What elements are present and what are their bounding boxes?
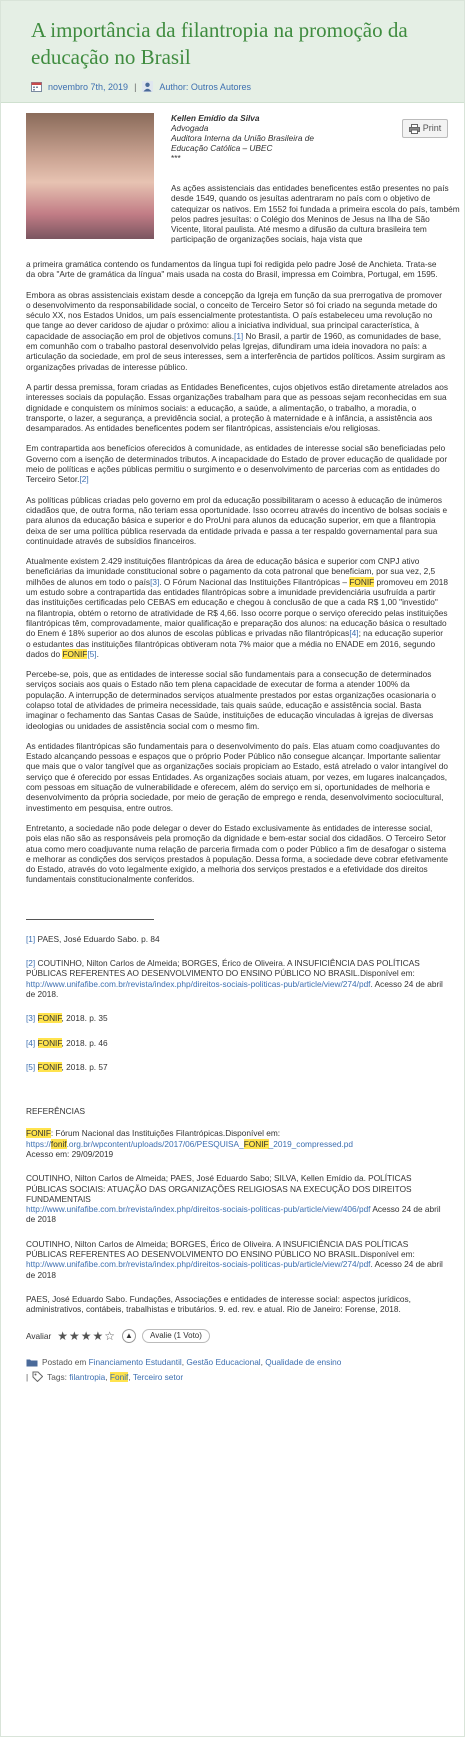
reference-2-access: Acesso 24 de abril de 2018 — [26, 1204, 441, 1225]
paragraph-6-text-c: promoveu em 2018 um estudo sobre a contrapartida das entidades filantrópicas sobre a imunidade previdenciária usufruída a partir das instituições certificadas pelo CEBAS em educação e chegou à conclusão de que a cada R$ 1,00 "investido" na filantropia, obtém o retorno de atratividade de R$ 4,66. Isso ocorre porque o serviço oferecido pelas instituições filantrópicas têm, comprovadamente, maior qualificação e preparação dos alunos: na educação básica o resultado do Enem é 18% superior ao dos alunos de escolas públicas e privadas não filantrópicas — [26, 576, 448, 639]
post-author[interactable]: Author: Outros Autores — [159, 81, 251, 92]
paragraph-5: As políticas públicas criadas pelo governo em prol da educação possibilitaram o acesso à educação de inúmeros cidadãos que, de outra forma, não teriam essa oportunidade. Isso ocorreu através do incentivo de bolsas sociais e para alunos da educação básica e superior e do ProUni para alunos da educação superior, em que a filantropia deixa de ser uma política pública reservada da entidade privada e passa a ter respaldo governamental para sua continuidade através de subsídios financeiros. — [26, 494, 448, 546]
reference-1-link-a[interactable]: https:// — [26, 1138, 51, 1149]
paragraph-2-text-b: No Brasil, a partir de 1960, as comunidades de base, em comunhão com o trabalho pastoral desenvolvido pelas Igrejas, difundiram uma ideia inovadora no país: a articulação da sociedade, em prol de seus interesses, sem a interferência de partidos políticos. Assim surgiram as organizações privadas de interesse público. — [26, 330, 446, 372]
paragraph-1-cont: a primeira gramática contendo os fundamentos da língua tupi foi redigida pelo padre José de Anchieta. Trata-se da obra "Arte de gramática da língua" mais usada na costa do Brasil, impressa em Coimbra, Portugal, em 1595. — [26, 259, 438, 280]
post-header — [1, 1, 464, 103]
paragraph-6-text-e: . — [96, 648, 99, 659]
reference-1-text: : Fórum Nacional das Instituições Filantrópicas.Disponível em: — [50, 1128, 281, 1139]
author-card — [26, 109, 460, 259]
footnote-ref-4[interactable]: [4] — [349, 628, 359, 639]
highlight-fonif: FONIF — [26, 1128, 51, 1139]
comma: , — [260, 1356, 266, 1367]
paragraph-6 — [26, 556, 448, 659]
category-link[interactable]: Qualidade de ensino — [265, 1356, 342, 1367]
reference-2 — [26, 1173, 448, 1224]
calendar-icon — [31, 81, 42, 92]
paragraph-9: Entretanto, a sociedade não pode delegar o dever do Estado exclusivamente às entidades de interesse social, pois elas não são as responsáveis pela promoção da dignidade e bem-estar social dos cidadãos. O Terceiro Setor atua como mero coadjuvante numa relação de parceria firmada com o poder Público a fim de desafogar o sistema e melhorar as condições dos serviços prestados à população. Dessa forma, a sociedade deve cobrar efetivamente do Estado, através do voto legalmente exigido, a melhoria dos serviços prestados e a efetividade dos direitos fundamentais constitucionalmente conferidos. — [26, 822, 448, 885]
article-content — [1, 103, 464, 1382]
footnote-ref-1[interactable]: [1] — [234, 330, 244, 341]
footnote-ref-2[interactable]: [2] — [79, 474, 89, 485]
reference-2-link[interactable]: http://www.unifafibe.com.br/revista/index.php/direitos-sociais-politicas-pub/article/view/406/pdf — [26, 1204, 371, 1215]
tag-link[interactable]: Fonif — [109, 1371, 129, 1382]
references — [26, 1128, 448, 1314]
author-stars: *** — [171, 153, 181, 163]
footnote-2-text: COUTINHO, Nilton Carlos de Almeida; BORGES, Érico de Oliveira. A INSUFICIÊNCIA DAS POLÍTICAS PÚBLICAS REFERENTES AO DESENVOLVIMENTO DO ENSINO PÚBLICO NO BRASIL.Disponível em: — [26, 958, 420, 979]
highlight-fonif: FONIF — [349, 576, 375, 587]
highlight-fonif: FONIF — [37, 1013, 62, 1024]
divider-pipe: | — [26, 1371, 29, 1382]
tag-link[interactable]: Terceiro setor — [132, 1371, 184, 1382]
tag-icon — [32, 1371, 43, 1382]
tags-label — [47, 1372, 183, 1382]
categories-row — [26, 1357, 448, 1367]
comma: , — [105, 1371, 110, 1382]
footnote-5-number[interactable]: [5] — [26, 1061, 36, 1072]
footnote-1 — [26, 934, 448, 944]
footnote-ref-3[interactable]: [3] — [150, 576, 160, 587]
paragraph-6-text-d: ; na educação superior o estudantes das instituições filantrópicas obtiveram nota 7% maior que a média no ENADE em 2016, segundo dados do — [26, 628, 443, 659]
rating-label: Avaliar — [26, 1330, 52, 1341]
post-date[interactable]: novembro 7th, 2019 — [48, 81, 129, 92]
print-button[interactable] — [402, 119, 448, 138]
highlight-fonif: FONIF — [62, 648, 88, 659]
post-meta — [31, 81, 448, 92]
posted-label-text: Postado em — [42, 1356, 89, 1367]
footnote-3-text: , 2018. p. 35 — [61, 1013, 108, 1024]
author-photo — [26, 113, 154, 239]
author-name: Kellen Emídio da Silva — [171, 113, 260, 123]
paragraph-2 — [26, 290, 448, 372]
highlight-fonif: FONIF — [37, 1037, 62, 1048]
tags-row — [26, 1371, 448, 1382]
user-icon — [142, 81, 153, 92]
author-role: Advogada — [171, 123, 209, 133]
paragraph-6-text-b: . O Fórum Nacional das Instituições Filantrópicas – — [159, 576, 350, 587]
author-info — [171, 113, 314, 163]
reference-3-text: COUTINHO, Nilton Carlos de Almeida; BORGES, Érico de Oliveira. A INSUFICIÊNCIA DAS POLÍTICAS PÚBLICAS REFERENTES AO DESENVOLVIMENTO DO ENSINO PÚBLICO NO BRASIL.Disponível em: — [26, 1238, 415, 1260]
reference-3-link[interactable]: http://www.unifafibe.com.br/revista/index.php/direitos-sociais-politicas-pub/article/view/274/pdf — [26, 1259, 371, 1270]
paragraph-4 — [26, 443, 448, 484]
reference-3 — [26, 1239, 448, 1280]
tag-link[interactable]: filantropia — [69, 1371, 106, 1382]
tags-label-text: Tags: — [47, 1371, 70, 1382]
footnote-5-text: , 2018. p. 57 — [61, 1061, 108, 1072]
thumbs-up-icon[interactable]: ▲ — [122, 1329, 136, 1343]
footnote-3-number[interactable]: [3] — [26, 1013, 36, 1024]
reference-4: PAES, José Eduardo Sabo. Fundações, Associações e entidades de interesse social: aspectos jurídicos, administrativos, contábeis, trabalhistas e tributários. 9. ed. rev. e atual. Rio de Janeiro: Forense, 2018. — [26, 1293, 411, 1315]
paragraph-2-text-a: Embora as obras assistenciais existam desde a concepção da Igreja em função da sua prerrogativa de promover o desenvolvimento da responsabilidade social, o conceito de Terceiro Setor só foi criado na segunda metade do século XX, nos Estados Unidos, um país essencialmente protestantista. O país estabeleceu uma revolução no que tange ao dever caridoso de ajudar o próximo: aliou a iniciativa individual, sua principal característica, à capacidade de associação em prol de objetivos comuns. — [26, 289, 442, 341]
author-org-line-1: Auditora Interna da União Brasileira de — [171, 133, 314, 143]
meta-separator: | — [134, 81, 137, 92]
footnote-2-number[interactable]: [2] — [26, 958, 36, 969]
reference-2-text: COUTINHO, Nilton Carlos de Almeida; PAES, José Eduardo Sabo; SILVA, Kellen Emídio da. POLÍTICAS PÚBLICAS SOCIAIS: ATUAÇÃO DAS ORGANIZAÇÕES RELIGIOSAS NA EXECUÇÃO DOS DIREITOS FUNDAMENTAIS — [26, 1173, 412, 1204]
footnote-2-link[interactable]: http://www.unifafibe.com.br/revista/index.php/direitos-sociais-politicas-pub/article/view/274/pdf — [26, 978, 371, 989]
rating-votes-button[interactable]: Avalie (1 Voto) — [142, 1329, 210, 1343]
footnotes-divider — [26, 919, 154, 920]
printer-icon — [409, 124, 420, 134]
footnote-4-number[interactable]: [4] — [26, 1037, 36, 1048]
category-link[interactable]: Gestão Educacional — [186, 1356, 261, 1367]
footnote-ref-5[interactable]: [5] — [87, 648, 97, 659]
footnote-2-end: . Acesso 24 de abril de 2018. — [26, 978, 443, 999]
footnote-4-text: , 2018. p. 46 — [61, 1037, 108, 1048]
rating-stars[interactable]: ★★★★☆ — [57, 1328, 117, 1343]
footnote-3 — [26, 1013, 448, 1023]
category-link[interactable]: Financiamento Estudantil — [88, 1356, 182, 1367]
reference-1 — [26, 1128, 448, 1159]
reference-1-link-c[interactable]: _2019_compressed.pd — [268, 1138, 354, 1149]
folder-icon — [26, 1358, 38, 1367]
comma: , — [181, 1356, 187, 1367]
paragraph-1-intro: As ações assistenciais das entidades beneficentes estão presentes no país desde 1549, quando os jesuítas adentraram no país com o objetivo de catequizar os nativos. Em 1552 foi fundada a primeira escola do país, também pelos padres jesuítas: o Colégio dos Meninos de Jesus na Ilha de São Vicente, litoral paulista. Até mesmo a difusão da cultura brasileira tem participação de organizações sociais, haja vista que — [171, 183, 460, 245]
paragraph-7: Percebe-se, pois, que as entidades de interesse social são fundamentais para a consecução de determinados serviços sociais aos quais o Estado não tem plena capacidade de executar de forma a atender 100% da população. A interrupção de determinados serviços atualmente prestados por estas organizações ocasionaria o colapso total de atividades de primeira necessidade, tais quais saúde, educação e assistência social. Basta imaginar o fechamento das Santas Casas de Saúde, instituições de educação vinculadas à igrejas de diversas ideologias ou unidades de assistência social com o mesmo fim. — [26, 669, 437, 731]
highlight-fonif: FONIF — [243, 1138, 269, 1149]
print-label: Print — [422, 123, 442, 134]
reference-1-link-b[interactable]: .org.br/wpcontent/uploads/2017/06/PESQUISA_ — [66, 1138, 244, 1149]
footnote-1-text: PAES, José Eduardo Sabo. p. 84 — [35, 933, 160, 944]
paragraph-3: A partir dessa premissa, foram criadas as Entidades Beneficentes, cujos objetivos estão diretamente atrelados aos interesses sociais da população. Essas organizações trabalham para que as pessoas sejam reconhecidas em sua dignidade e conquistem os mínimos sociais: a educação, a saúde, a alimentação, o trabalho, a moradia, o transporte, o lazer, a segurança, a previdência social, a proteção à maternidade e à infância, a assistência aos desamparados. As entidades beneficentes podem ser filantrópicas, assistenciais e/ou religiosas. — [26, 381, 448, 434]
reference-3-access: . Acesso 24 de abril de 2018 — [26, 1259, 443, 1280]
paragraph-6-text-a: Atualmente existem 2.429 instituições filantrópicas da área de educação básica e superior com CNPJ ativo beneficiárias da imunidade constitucional sobre o pagamento da cota patronal que beneficiam, por sua vez, 2,5 milhões de alunos em todo o país — [26, 556, 436, 587]
posted-label — [42, 1357, 341, 1367]
reference-1-access: Acesso em: 29/09/2019 — [26, 1149, 114, 1159]
footnote-5 — [26, 1062, 448, 1072]
author-org-line-2: Educação Católica – UBEC — [171, 143, 273, 153]
highlight-fonif: fonif — [50, 1138, 67, 1149]
rating-bar — [26, 1329, 448, 1343]
comma: , — [128, 1371, 133, 1382]
post-title: A importância da filantropia na promoção da educação no Brasil — [31, 18, 408, 69]
footnote-4 — [26, 1038, 448, 1048]
footnote-1-number[interactable]: [1] — [26, 933, 36, 944]
footnotes — [26, 934, 448, 1072]
footnote-2 — [26, 958, 448, 999]
paragraph-8: As entidades filantrópicas são fundamentais para o desenvolvimento do país. Elas atuam como coadjuvantes do Estado alcançando pessoas e espaços que o próprio Poder Público não consegue alcançar. Importante salientar que mais que o valor tangível que as organizações sociais propiciam ao Estado, está atrelado o valor intangível do serviço que é oferecido por essas Entidades. As organizações sociais atuam, por vezes, em lugares inalcançados, com pessoas em situação de vulnerabilidade e oferecem, além do serviço em si, oportunidades de melhoria e desenvolvimento da própria sociedade, por meio de geração de emprego e renda, desenvolvimento sociocultural, investimento em pesquisa, entre outros. — [26, 740, 449, 813]
highlight-fonif: FONIF — [37, 1061, 62, 1072]
paragraph-4-text: Em contrapartida aos benefícios oferecidos à comunidade, as entidades de interesse social são beneficiadas pelo Governo com a isenção de determinados tributos. A incapacidade do Estado de prover educação de qualidade por meio de políticas e ações públicas permitiu o surgimento e o desenvolvimento de parcerias com as entidades do Terceiro Setor. — [26, 443, 448, 485]
references-title: REFERÊNCIAS — [26, 1106, 86, 1117]
reference-1-link[interactable] — [26, 1139, 353, 1149]
